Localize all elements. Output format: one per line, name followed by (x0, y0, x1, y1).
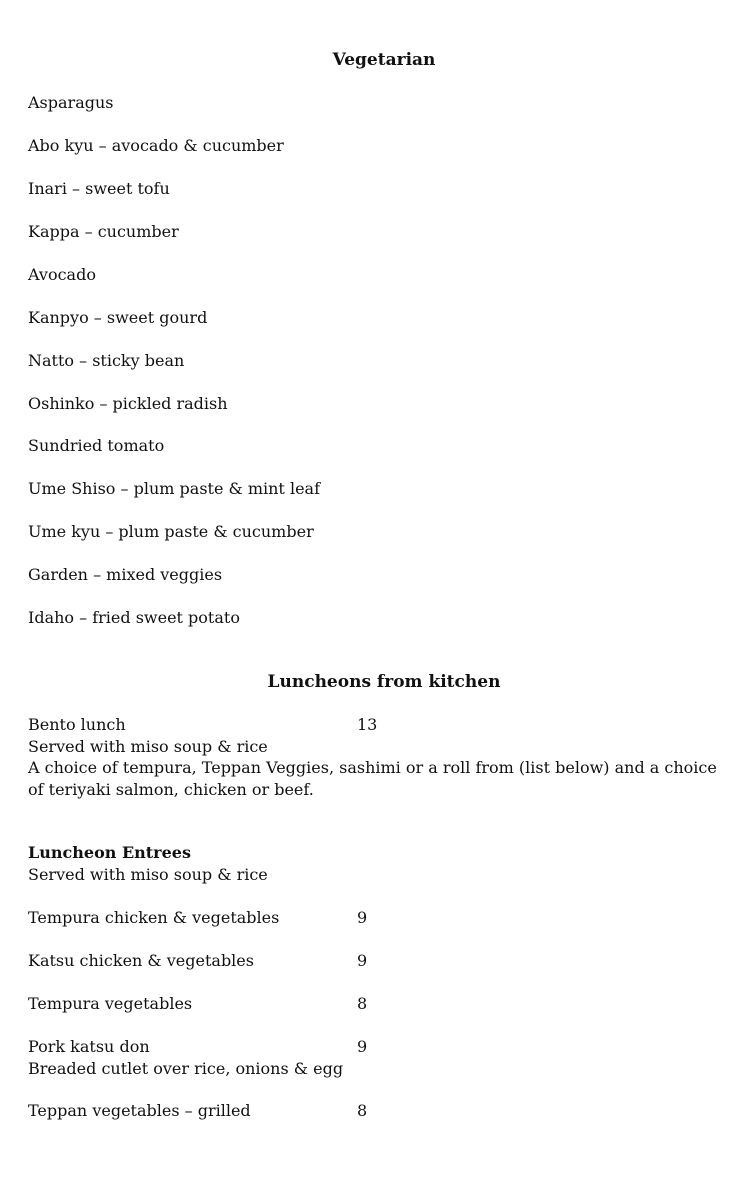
entree-name: Katsu chicken & vegetables (28, 951, 254, 970)
vegetarian-item: Idaho – fried sweet potato (28, 608, 240, 627)
entree-price: 9 (357, 1037, 368, 1056)
vegetarian-item: Abo kyu – avocado & cucumber (28, 136, 284, 155)
bento-name: Bento lunch (28, 715, 126, 734)
entree-name: Pork katsu don (28, 1037, 150, 1056)
vegetarian-heading: Vegetarian (332, 50, 436, 70)
vegetarian-item: Ume kyu – plum paste & cucumber (28, 522, 314, 541)
bento-served-note: Served with miso soup & rice (28, 737, 268, 756)
entree-note: Breaded cutlet over rice, onions & egg (28, 1059, 344, 1078)
vegetarian-item: Ume Shiso – plum paste & mint leaf (28, 479, 320, 498)
entree-price: 9 (357, 908, 368, 927)
luncheons-heading: Luncheons from kitchen (267, 672, 501, 692)
entree-price: 9 (357, 951, 368, 970)
entrees-served-note: Served with miso soup & rice (28, 865, 268, 884)
vegetarian-item: Asparagus (28, 93, 114, 112)
entree-name: Tempura vegetables (28, 994, 193, 1013)
vegetarian-item: Oshinko – pickled radish (28, 394, 228, 413)
bento-description: A choice of tempura, Teppan Veggies, sashimi or a roll from (list below) and a choice of teriyaki salmon, chicken or beef. (28, 758, 717, 799)
vegetarian-item: Avocado (28, 265, 96, 284)
vegetarian-item: Garden – mixed veggies (28, 565, 223, 584)
entree-name: Teppan vegetables – grilled (28, 1101, 251, 1120)
entree-price: 8 (357, 994, 368, 1013)
vegetarian-item: Kappa – cucumber (28, 222, 179, 241)
entree-price: 8 (357, 1101, 368, 1120)
vegetarian-item: Inari – sweet tofu (28, 179, 170, 198)
entrees-heading: Luncheon Entrees (28, 843, 191, 862)
vegetarian-item: Sundried tomato (28, 436, 165, 455)
entree-name: Tempura chicken & vegetables (28, 908, 280, 927)
vegetarian-item: Natto – sticky bean (28, 351, 185, 370)
vegetarian-item: Kanpyo – sweet gourd (28, 308, 208, 327)
bento-price: 13 (357, 715, 378, 734)
